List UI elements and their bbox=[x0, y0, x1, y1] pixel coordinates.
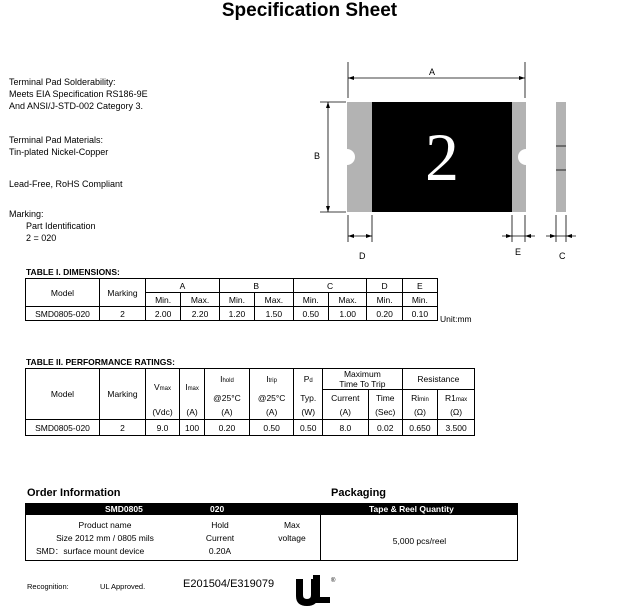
table1-title: TABLE I. DIMENSIONS: bbox=[26, 267, 120, 277]
packaging-title: Packaging bbox=[331, 487, 387, 499]
th-sub: Max. bbox=[181, 293, 220, 307]
solder-title: Terminal Pad Solderability: bbox=[9, 77, 116, 87]
cell: 8.0 bbox=[322, 420, 368, 436]
cell: 2.20 bbox=[181, 307, 220, 321]
th-imax: Imax bbox=[180, 369, 205, 406]
leadfree-note: Lead-Free, RoHS Compliant bbox=[9, 179, 123, 189]
th-unit: (W) bbox=[294, 406, 323, 420]
th-sub: Min. bbox=[293, 293, 328, 307]
th-unit: (A) bbox=[180, 406, 205, 420]
cell: 100 bbox=[180, 420, 205, 436]
th-unit: (Ω) bbox=[438, 406, 475, 420]
chip-side-view bbox=[556, 102, 566, 212]
cell: 0.10 bbox=[402, 307, 437, 321]
th-unit: (Sec) bbox=[368, 406, 402, 420]
th-sub: Min. bbox=[146, 293, 181, 307]
hold-value: 0.20A bbox=[208, 546, 232, 556]
dim-label-d: D bbox=[359, 251, 366, 261]
th-sub: Min. bbox=[219, 293, 254, 307]
table-row bbox=[26, 307, 438, 321]
marking-part: Part Identification bbox=[26, 221, 96, 231]
th-unit: (Ω) bbox=[402, 406, 437, 420]
unit-label: Unit:mm bbox=[440, 314, 472, 324]
cell: 3.500 bbox=[438, 420, 475, 436]
materials-notes bbox=[9, 134, 108, 158]
cell: 0.20 bbox=[205, 420, 250, 436]
ul-approved: UL Approved. bbox=[100, 582, 146, 591]
th-current: Current bbox=[322, 390, 368, 406]
svg-text:®: ® bbox=[331, 578, 336, 584]
cell: 1.20 bbox=[219, 307, 254, 321]
hold-label: Hold bbox=[211, 520, 229, 530]
th-ihold: Ihold bbox=[205, 369, 250, 390]
cell: 0.50 bbox=[293, 307, 328, 321]
product-size: Size 2012 mm / 0805 mils bbox=[56, 533, 154, 543]
th-unit: (A) bbox=[249, 406, 294, 420]
th-sub: Min. bbox=[402, 293, 437, 307]
dim-label-b: B bbox=[314, 151, 321, 161]
th-model: Model bbox=[26, 279, 100, 307]
product-smd: SMD：surface mount device bbox=[36, 546, 145, 556]
marking-notes bbox=[9, 208, 96, 244]
th-time: Time bbox=[368, 390, 402, 406]
order-title: Order Information bbox=[27, 487, 121, 499]
th-typ: Typ. bbox=[294, 390, 323, 406]
ul-numbers: E201504/E319079 bbox=[183, 578, 275, 590]
th-marking: Marking bbox=[100, 279, 146, 307]
bar-model: SMD0805 bbox=[105, 504, 143, 514]
materials-value: Tin-plated Nickel-Copper bbox=[9, 147, 109, 157]
reel-quantity: 5,000 pcs/reel bbox=[392, 536, 447, 546]
solder-line2: And ANSI/J-STD-002 Category 3. bbox=[9, 101, 144, 111]
solder-line1: Meets EIA Specification RS186-9E bbox=[9, 89, 148, 99]
product-name: Product name bbox=[78, 520, 132, 530]
table-row bbox=[26, 420, 475, 436]
cell: 0.02 bbox=[368, 420, 402, 436]
marking-title: Marking: bbox=[9, 209, 44, 219]
th-resistance: Resistance bbox=[402, 369, 474, 390]
th-unit: (A) bbox=[205, 406, 250, 420]
th-e: E bbox=[402, 279, 437, 293]
dim-label-a: A bbox=[429, 67, 436, 77]
th-unit: (Vdc) bbox=[146, 406, 180, 420]
materials-title: Terminal Pad Materials: bbox=[9, 135, 104, 145]
cell: 2.00 bbox=[146, 307, 181, 321]
th-sub: Max. bbox=[255, 293, 294, 307]
cell: 1.50 bbox=[255, 307, 294, 321]
th-pd: Pd bbox=[294, 369, 323, 390]
th-maximum: Maximum Time To Trip bbox=[322, 369, 402, 390]
cell: 0.650 bbox=[402, 420, 437, 436]
th-vmax: Vmax bbox=[146, 369, 180, 406]
th-r1: R1max bbox=[438, 390, 475, 406]
th-ri: Rimin bbox=[402, 390, 437, 406]
th-sub: Min. bbox=[367, 293, 402, 307]
chip-notch-left bbox=[339, 149, 355, 165]
chip-notch-right bbox=[518, 149, 534, 165]
order-hold bbox=[185, 519, 255, 558]
hold-current: Current bbox=[205, 533, 235, 543]
th-c: C bbox=[293, 279, 367, 293]
th-model: Model bbox=[26, 369, 100, 420]
cell: 0.20 bbox=[367, 307, 402, 321]
ul-logo-icon bbox=[292, 573, 338, 607]
performance-table bbox=[25, 368, 475, 436]
th-sub: Max. bbox=[328, 293, 367, 307]
cell: SMD0805-020 bbox=[26, 307, 100, 321]
max-label: Max bbox=[283, 520, 301, 530]
recognition-label: Recognition: bbox=[27, 582, 69, 591]
th-d: D bbox=[367, 279, 402, 293]
dim-label-e: E bbox=[515, 247, 522, 257]
cell: 0.50 bbox=[294, 420, 323, 436]
cell: 1.00 bbox=[328, 307, 367, 321]
solderability-notes bbox=[9, 76, 148, 112]
th-marking: Marking bbox=[100, 369, 146, 420]
th-b: B bbox=[219, 279, 293, 293]
chip-marking: 2 bbox=[425, 119, 459, 195]
bar-code: 020 bbox=[210, 504, 225, 514]
th-a: A bbox=[146, 279, 220, 293]
cell: SMD0805-020 bbox=[26, 420, 100, 436]
table2-title: TABLE II. PERFORMANCE RATINGS: bbox=[26, 357, 175, 367]
cell: 0.50 bbox=[249, 420, 294, 436]
voltage-label: voltage bbox=[278, 533, 306, 543]
th-at25b: @25°C bbox=[249, 390, 294, 406]
cell: 2 bbox=[100, 307, 146, 321]
dimensions-table bbox=[25, 278, 438, 321]
page-title: Specification Sheet bbox=[221, 0, 398, 21]
order-header-bar bbox=[25, 503, 518, 515]
dim-label-c: C bbox=[559, 251, 566, 261]
marking-value: 2 = 020 bbox=[26, 233, 57, 243]
th-unit: (A) bbox=[322, 406, 368, 420]
order-product bbox=[30, 519, 180, 558]
th-itrip: Itrip bbox=[249, 369, 294, 390]
th-at25a: @25°C bbox=[205, 390, 250, 406]
cell: 2 bbox=[100, 420, 146, 436]
order-voltage bbox=[257, 519, 327, 545]
cell: 9.0 bbox=[146, 420, 180, 436]
bar-tape: Tape & Reel Quantity bbox=[369, 504, 454, 514]
